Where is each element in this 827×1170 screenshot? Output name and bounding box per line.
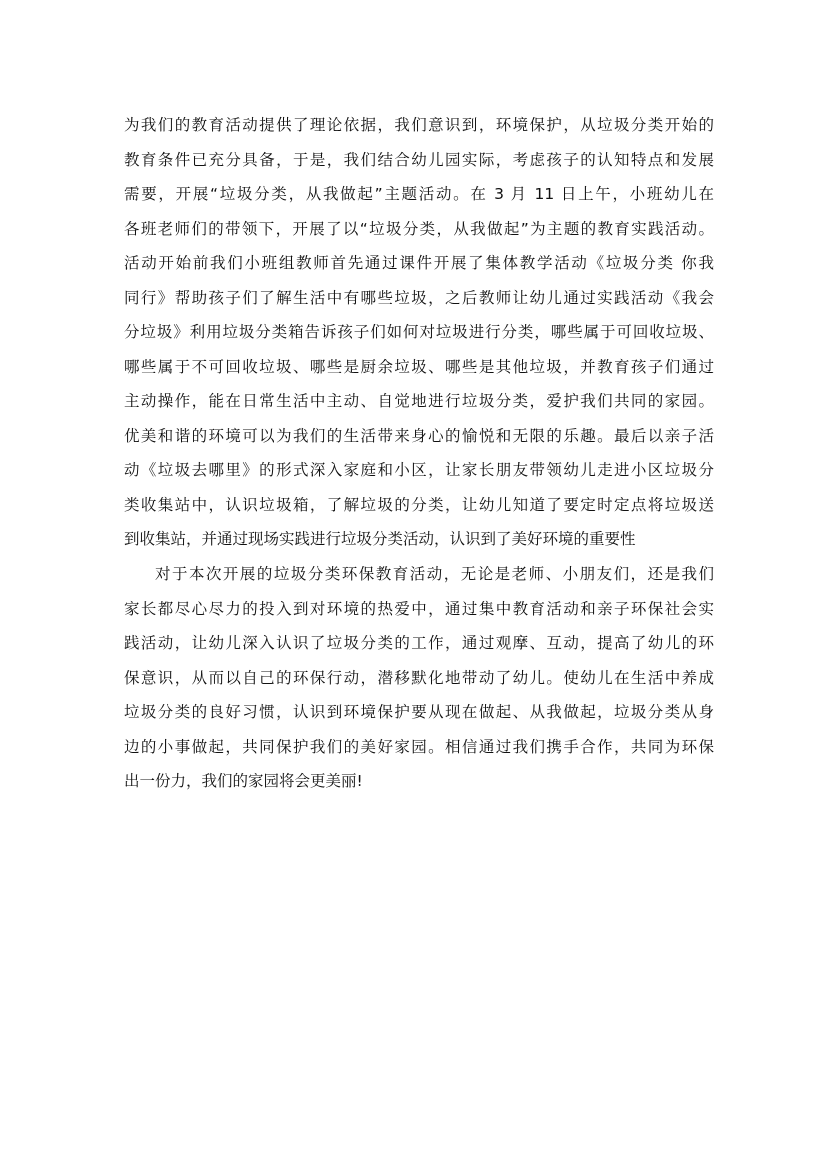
text-line: 动《垃圾去哪里》的形式深入家庭和小区，让家长朋友带领幼儿走进小区垃圾分 <box>124 461 714 479</box>
text-line: 哪些属于不可回收垃圾、哪些是厨余垃圾、哪些是其他垃圾，并教育孩子们通过 <box>124 357 714 376</box>
text-line-last: 出一份力，我们的家园将会更美丽! <box>124 772 363 790</box>
paragraph-2 <box>124 557 714 799</box>
text-line: 保意识，从而以自己的环保行动，潜移默化地带动了幼儿。使幼儿在生活中养成 <box>124 668 714 687</box>
text-line-last: 到收集站，并通过现场实践进行垃圾分类活动，认识到了美好环境的重要性 <box>124 530 636 548</box>
text-line: 各班老师们的带领下，开展了以“垃圾分类，从我做起”为主题的教育实践活动。 <box>124 219 714 238</box>
text-line: 为我们的教育活动提供了理论依据，我们意识到，环境保护，从垃圾分类开始的 <box>124 116 714 134</box>
text-line: 优美和谐的环境可以为我们的生活带来身心的愉悦和无限的乐趣。最后以亲子活 <box>124 426 714 445</box>
text-line: 分垃圾》利用垃圾分类箱告诉孩子们如何对垃圾进行分类，哪些属于可回收垃圾、 <box>124 323 714 341</box>
text-line: 践活动，让幼儿深入认识了垃圾分类的工作，通过观摩、互动，提高了幼儿的环 <box>124 634 714 652</box>
text-line: 类收集站中，认识垃圾箱，了解垃圾的分类，让幼儿知道了要定时定点将垃圾送 <box>124 495 714 514</box>
text-line: 同行》帮助孩子们了解生活中有哪些垃圾，之后教师让幼儿通过实践活动《我会 <box>124 288 714 307</box>
text-line-first: 对于本次开展的垃圾分类环保教育活动，无论是老师、小朋友们，还是我们 <box>155 565 714 583</box>
text-line: 垃圾分类的良好习惯，认识到环境保护要从现在做起、从我做起，垃圾分类从身 <box>124 703 714 721</box>
text-line: 活动开始前我们小班组教师首先通过课件开展了集体教学活动《垃圾分类 你我 <box>124 254 714 272</box>
paragraph-1 <box>124 108 714 557</box>
text-line: 家长都尽心尽力的投入到对环境的热爱中，通过集中教育活动和亲子环保社会实 <box>124 599 714 618</box>
text-line: 边的小事做起，共同保护我们的美好家园。相信通过我们携手合作，共同为环保 <box>124 737 714 756</box>
text-line: 需要，开展“垃圾分类，从我做起”主题活动。在 3 月 11 日上午，小班幼儿在 <box>124 185 714 203</box>
text-line: 主动操作，能在日常生活中主动、自觉地进行垃圾分类，爱护我们共同的家园。 <box>124 392 714 410</box>
text-line: 教育条件已充分具备，于是，我们结合幼儿园实际，考虑孩子的认知特点和发展 <box>124 150 714 169</box>
